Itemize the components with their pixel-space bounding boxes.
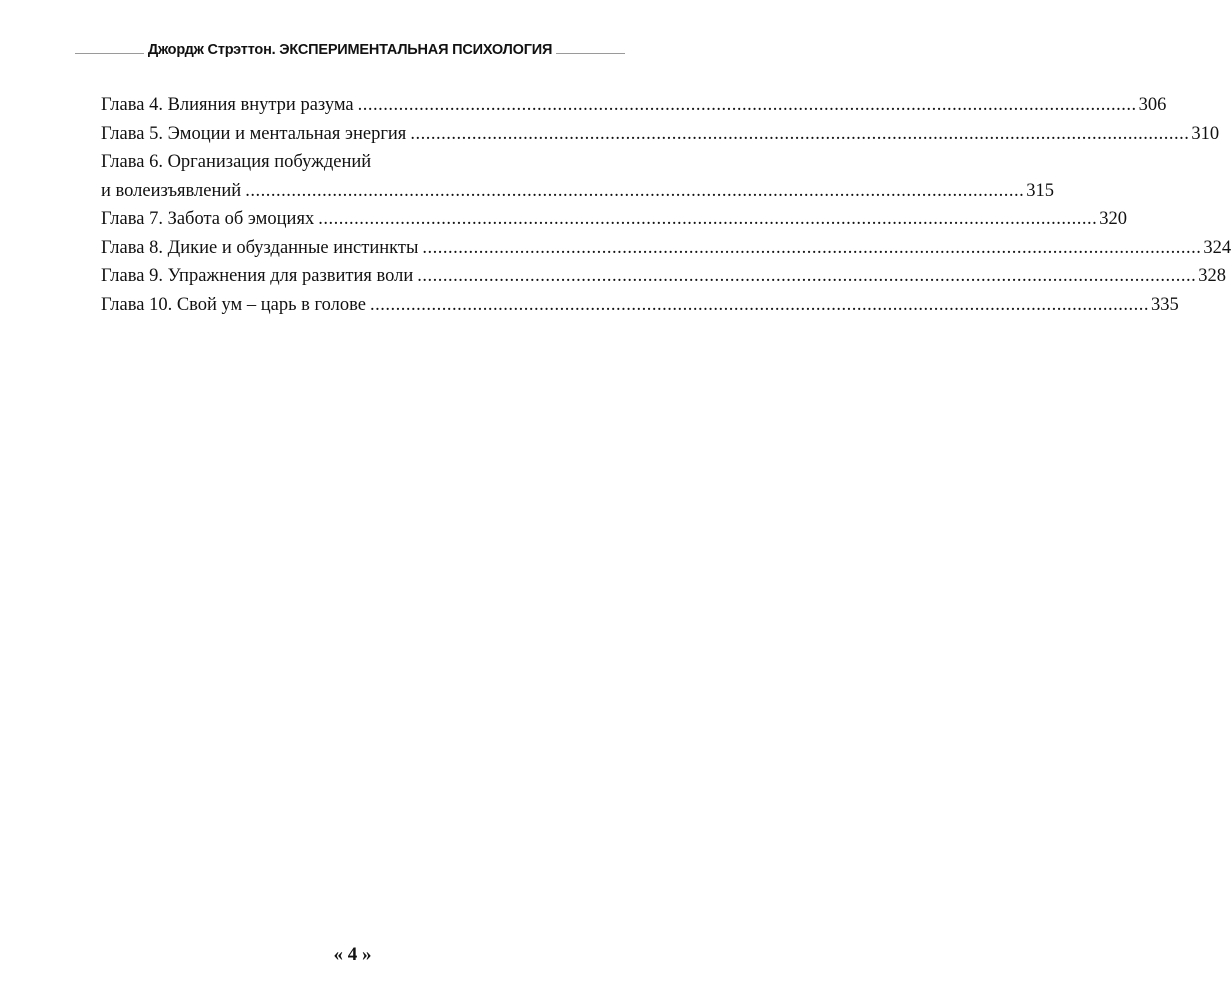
toc-entry-chapter-9[interactable] bbox=[101, 262, 1227, 291]
dot-leader: ........................................................................................................................................................ bbox=[245, 180, 1025, 201]
toc-entry-page: 320 bbox=[1099, 209, 1127, 229]
dot-leader: ........................................................................................................................................................ bbox=[318, 209, 1098, 229]
toc-entry-page: 315 bbox=[1026, 180, 1054, 201]
running-title: Джордж Стрэттон. ЭКСПЕРИМЕНТАЛЬНАЯ ПСИХОЛОГИЯ bbox=[144, 40, 556, 60]
toc-entry-title: Глава 5. Эмоции и ментальная энергия bbox=[101, 123, 407, 144]
toc-entry-page: 310 bbox=[1191, 123, 1220, 144]
toc-entry-chapter-8[interactable] bbox=[101, 234, 1231, 263]
dot-leader: ........................................................................................................................................................ bbox=[417, 266, 1197, 286]
dot-leader: ........................................................................................................................................................ bbox=[357, 95, 1137, 115]
page-number: « 4 » bbox=[333, 944, 372, 965]
toc-entry-chapter-4[interactable] bbox=[101, 91, 1167, 120]
toc-entry-page: 306 bbox=[1138, 95, 1167, 115]
table-of-contents bbox=[101, 91, 1231, 319]
toc-entry-title: Глава 4. Влияния внутри разума bbox=[101, 95, 354, 115]
toc-entry-chapter-7[interactable] bbox=[101, 205, 1127, 234]
toc-entry-page: 324 bbox=[1203, 237, 1231, 258]
toc-entry-title: Глава 8. Дикие и обузданные инстинкты bbox=[101, 237, 419, 258]
dot-leader: ........................................................................................................................................................ bbox=[370, 294, 1149, 315]
dot-leader: ........................................................................................................................................................ bbox=[422, 237, 1202, 258]
toc-entry-page: 328 bbox=[1198, 266, 1227, 286]
toc-entry-chapter-10[interactable] bbox=[101, 291, 1179, 320]
toc-entry-title: Глава 9. Упражнения для развития воли bbox=[101, 266, 414, 286]
running-header bbox=[75, 40, 625, 60]
toc-entry-title: Глава 7. Забота об эмоциях bbox=[101, 209, 315, 229]
toc-entry-chapter-5[interactable] bbox=[101, 120, 1220, 149]
toc-entry-chapter-6[interactable] bbox=[101, 148, 1054, 205]
toc-entry-page: 335 bbox=[1151, 294, 1179, 315]
toc-entry-title-line-1: Глава 6. Организация побуждений bbox=[101, 152, 372, 172]
toc-entry-title: Глава 10. Свой ум – царь в голове bbox=[101, 294, 366, 315]
dot-leader: ........................................................................................................................................................ bbox=[410, 123, 1190, 144]
toc-entry-title-line-2: и волеизъявлений bbox=[101, 180, 242, 201]
